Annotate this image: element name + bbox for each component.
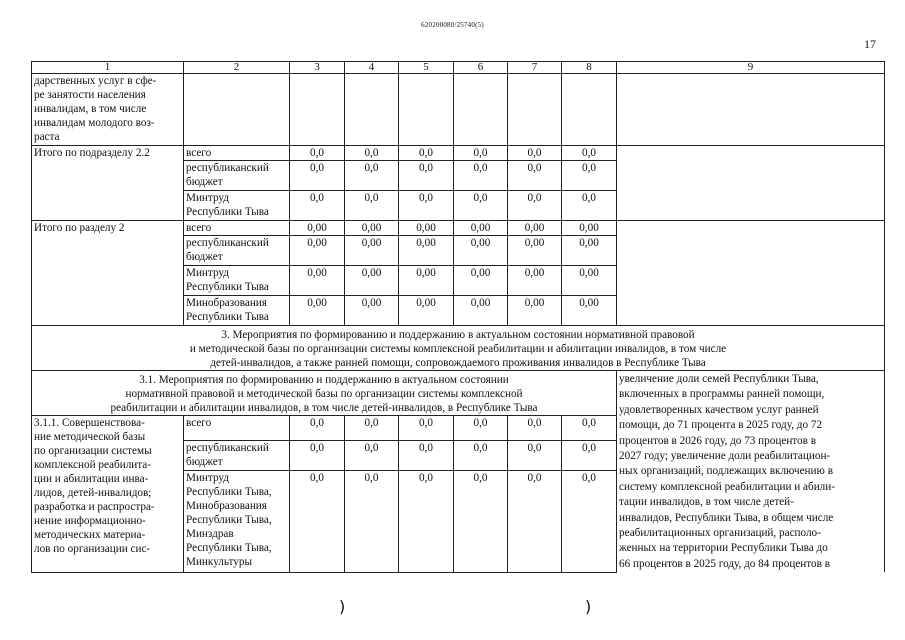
funding-source: республиканский бюджет — [184, 236, 290, 266]
value-cell: 0,00 — [454, 221, 508, 236]
value-cell: 0,0 — [290, 191, 345, 221]
value-cell: 0,00 — [508, 266, 562, 296]
value-cell: 0,0 — [399, 416, 454, 441]
value-cell: 0,00 — [454, 296, 508, 326]
value-cell: 0,0 — [508, 146, 562, 161]
funding-source: республиканский бюджет — [184, 161, 290, 191]
value-cell: 0,00 — [508, 296, 562, 326]
value-cell: 0,0 — [508, 440, 562, 470]
value-cell: 0,00 — [290, 296, 345, 326]
funding-source: всего — [184, 146, 290, 161]
value-cell: 0,0 — [290, 416, 345, 441]
value-cell: 0,00 — [399, 236, 454, 266]
column-header: 4 — [345, 62, 399, 74]
value-cell: 0,00 — [562, 221, 617, 236]
empty-cell — [617, 221, 885, 326]
value-cell: 0,0 — [345, 470, 399, 572]
value-cell: 0,00 — [508, 221, 562, 236]
value-cell: 0,00 — [399, 266, 454, 296]
continued-row — [32, 74, 885, 146]
value-cell: 0,0 — [345, 416, 399, 441]
value-cell: 0,0 — [454, 146, 508, 161]
value-cell: 0,0 — [399, 161, 454, 191]
value-cell: 0,00 — [345, 296, 399, 326]
value-cell: 0,0 — [454, 470, 508, 572]
continued-event-text: дарственных услуг в сфе- ре занятости населения инвалидам, в том числе инвалидам молодого воз- раста — [32, 74, 184, 146]
column-header: 2 — [184, 62, 290, 74]
value-cell: 0,0 — [290, 161, 345, 191]
value-cell: 0,00 — [562, 266, 617, 296]
value-cell: 0,0 — [454, 191, 508, 221]
funding-source: Минобразования Республики Тыва — [184, 296, 290, 326]
value-cell: 0,0 — [562, 146, 617, 161]
column-header: 1 — [32, 62, 184, 74]
program-table — [31, 61, 885, 573]
value-cell: 0,00 — [399, 221, 454, 236]
column-header: 5 — [399, 62, 454, 74]
value-cell: 0,0 — [399, 191, 454, 221]
funding-source: Минтруд Республики Тыва, Минобразования Республики Тыва, Минздрав Республики Тыва, Минкультуры — [184, 470, 290, 572]
value-cell: 0,0 — [562, 470, 617, 572]
column-header: 6 — [454, 62, 508, 74]
value-cell: 0,0 — [290, 470, 345, 572]
value-cell: 0,0 — [399, 146, 454, 161]
value-cell: 0,0 — [454, 416, 508, 441]
value-cell: 0,00 — [345, 221, 399, 236]
table-row — [32, 146, 885, 161]
value-cell: 0,00 — [399, 296, 454, 326]
value-cell: 0,00 — [345, 236, 399, 266]
funding-source: Минтруд Республики Тыва — [184, 191, 290, 221]
value-cell: 0,0 — [399, 440, 454, 470]
row-label: 3.1.1. Совершенствова- ние методической базы по организации системы комплексной реабилита- ции и абилитации инва- лидов, детей-инвалидов; разработка и распростра- нение информационно- методических материа- лов по организации сис- — [32, 416, 184, 573]
value-cell: 0,0 — [345, 146, 399, 161]
value-cell: 0,0 — [454, 440, 508, 470]
value-cell: 0,0 — [290, 146, 345, 161]
column-header: 9 — [617, 62, 885, 74]
subsection-title: 3.1. Мероприятия по формированию и поддержанию в актуальном состоянии нормативной правовой и методической базы по организации системы комплексной реабилитации и абилитации инвалидов, в том числе детей-инвалидов, в Республике Тыва — [32, 371, 617, 416]
value-cell: 0,00 — [345, 266, 399, 296]
value-cell: 0,0 — [508, 470, 562, 572]
column-header-row — [32, 62, 885, 74]
value-cell: 0,0 — [345, 161, 399, 191]
value-cell: 0,0 — [508, 191, 562, 221]
value-cell: 0,0 — [454, 161, 508, 191]
value-cell: 0,0 — [399, 470, 454, 572]
handwritten-mark: ) — [585, 597, 592, 616]
value-cell: 0,0 — [345, 440, 399, 470]
column-header: 7 — [508, 62, 562, 74]
value-cell: 0,00 — [508, 236, 562, 266]
row-label: Итого по разделу 2 — [32, 221, 184, 326]
section-title: 3. Мероприятия по формированию и поддержанию в актуальном состоянии нормативной правовой и методической базы по организации системы комплексной реабилитации и абилитации инвалидов, в том числе детей-инвалидов, а также ранней помощи, сопровождаемого проживания инвалидов в Республике Тыва — [32, 326, 885, 371]
page-number: 17 — [864, 37, 876, 51]
value-cell: 0,00 — [290, 221, 345, 236]
value-cell: 0,00 — [454, 266, 508, 296]
expected-results: увеличение доли семей Республики Тыва, включенных в программы ранней помощи, удовлетворенных качеством услуг ранней помощи, до 71 процента в 2025 году, до 72 процентов в 2026 году, до 73 процентов в 2027 году; увеличение доли реабилитацион- ных организаций, подлежащих включению в систему комплексной реабилитации и абили- тации инвалидов, в том числе детей- инвалидов, Республики Тыва, в общем числе реабилитационных организаций, располо- женных на территории Республики Тыва до 66 процентов в 2025 году, до 84 процентов в — [617, 371, 885, 573]
value-cell: 0,0 — [508, 161, 562, 191]
table-row — [32, 221, 885, 236]
value-cell: 0,00 — [454, 236, 508, 266]
funding-source: Минтруд Республики Тыва — [184, 266, 290, 296]
column-header: 3 — [290, 62, 345, 74]
value-cell: 0,00 — [290, 236, 345, 266]
value-cell: 0,00 — [290, 266, 345, 296]
empty-cell — [617, 146, 885, 221]
value-cell: 0,0 — [290, 440, 345, 470]
document-id: 620200080/25740(5) — [421, 21, 484, 29]
value-cell: 0,00 — [562, 296, 617, 326]
section-header-row — [32, 326, 885, 371]
value-cell: 0,0 — [562, 191, 617, 221]
value-cell: 0,0 — [345, 191, 399, 221]
funding-source: всего — [184, 221, 290, 236]
value-cell: 0,0 — [562, 440, 617, 470]
value-cell: 0,00 — [562, 236, 617, 266]
funding-source: всего — [184, 416, 290, 441]
value-cell: 0,0 — [562, 416, 617, 441]
column-header: 8 — [562, 62, 617, 74]
handwritten-mark: ) — [339, 597, 346, 616]
value-cell: 0,0 — [562, 161, 617, 191]
row-label: Итого по подразделу 2.2 — [32, 146, 184, 221]
funding-source: республиканский бюджет — [184, 440, 290, 470]
value-cell: 0,0 — [508, 416, 562, 441]
subsection-header-row — [32, 371, 885, 416]
